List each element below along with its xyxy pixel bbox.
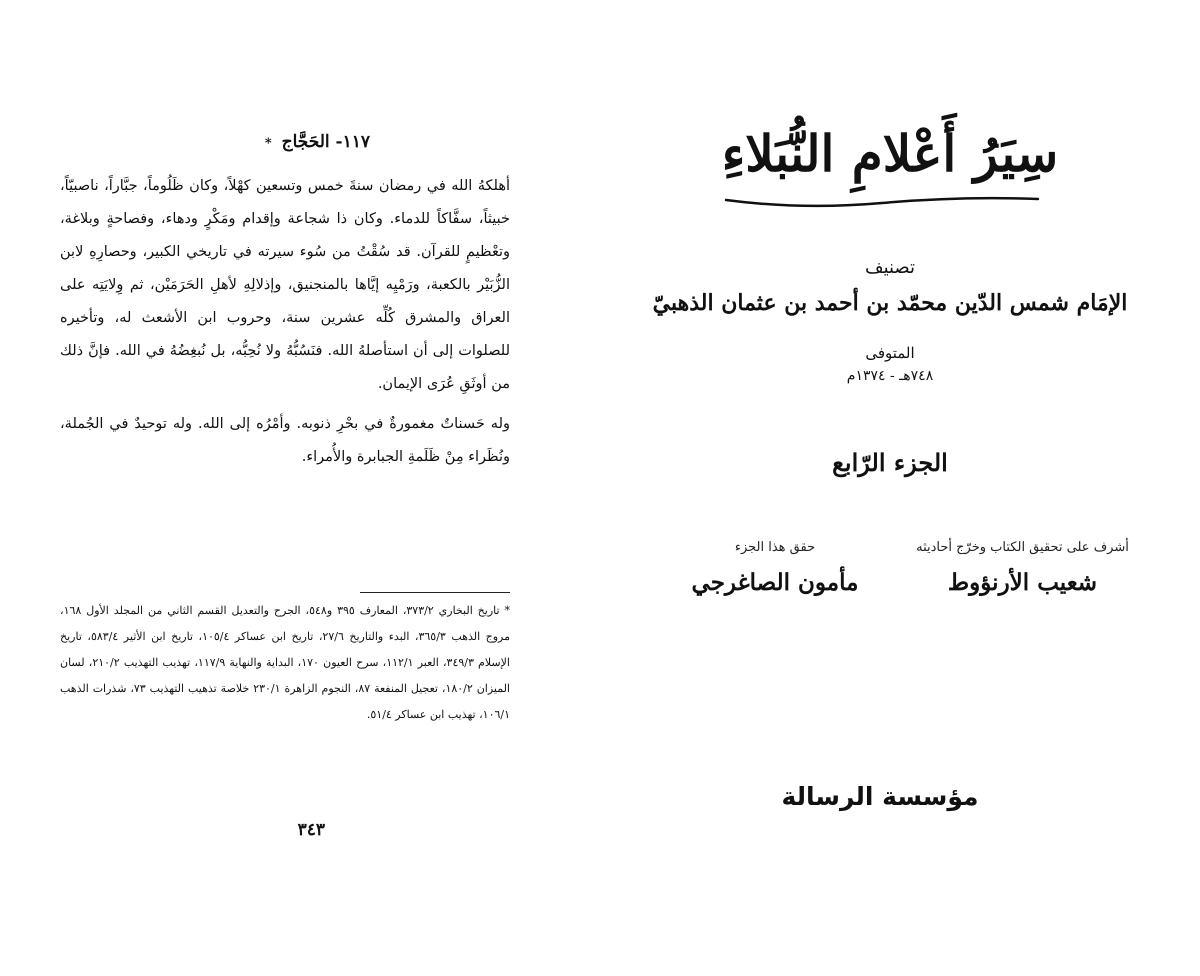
page-number: ٣٤٣ bbox=[297, 820, 325, 840]
book-title: سِيَرُ أَعْلامِ النُّبَلاءِ bbox=[721, 124, 1059, 183]
title-underline-flourish bbox=[722, 194, 1042, 210]
editor-credit bbox=[675, 540, 875, 596]
compiled-by-label: تصنيف bbox=[864, 257, 916, 278]
biography-paragraph-1: أهلكهُ الله في رمضان سنةَ خمس وتسعين كهْلاً، وكان ظَلُوماً، جبَّاراً، ناصبيّاً، خبيثاً، سفَّاكاً للدماء. وكان ذا شجاعة وإقدام ومَكْرٍ ودهاء، وفصاحةٍ وبلاغة، وتعْظيمٍ للقرآن. قد سُقْتُ من سُوء سيرته في تاريخي الكبير، وحصارِهِ لابن الزُّبَيْر بالكعبة، ورَمْيِه إيَّاها بالمنجنيق، وإذلالِهِ لأهلِ الحَرَمَيْن، ثم وِلايَتِه على العراق والمشرق كُلِّه عشرين سنة، وحروب ابن الأشعث له، وتأخيره للصلوات إلى أن استأصلهُ الله. فنَسُبُّهُ ولا نُحِبُّه، بل نُبغِضُهُ في الله. فإنَّ ذلك من أوثَقِ عُرَى الإيمان. bbox=[60, 178, 510, 392]
editor-name: مأمون الصاغرجي bbox=[691, 569, 859, 596]
supervisor-role: أشرف على تحقيق الكتاب وخرّج أحاديثه bbox=[916, 540, 1129, 555]
supervisor-name: شعيب الأرنؤوط bbox=[947, 569, 1098, 596]
title-page bbox=[650, 110, 1130, 850]
biography-paragraph-2: وله حَسناتٌ مغمورةٌ في بحْرِ ذنوبه. وأمْرُه إلى الله. وله توحيدٌ في الجُملة، ونُظَراء مِنْ ظَلَمةِ الجبابرة والأُمراء. bbox=[60, 416, 510, 465]
entry-heading bbox=[265, 132, 370, 152]
footnote-separator bbox=[360, 592, 510, 593]
deceased-label: المتوفى bbox=[865, 344, 915, 362]
footnote-marker: * bbox=[264, 136, 272, 151]
author-name: الإمَام شمس الدّين محمّد بن أحمد بن عثمان الذهبيّ bbox=[652, 290, 1128, 316]
publisher-logo: مؤسسة الرسالة bbox=[781, 782, 979, 811]
deceased-dates: ٧٤٨هـ - ١٣٧٤م bbox=[846, 368, 934, 384]
editor-role: حقق هذا الجزء bbox=[734, 540, 816, 555]
text-page bbox=[60, 120, 520, 840]
entry-title: ١١٧- الحَجَّاج bbox=[281, 132, 370, 152]
footnote-sources: * تاريخ البخاري ٣٧٣/٢، المعارف ٣٩٥ و٥٤٨، الجرح والتعديل القسم الثاني من المجلد الأول ١٦٨، مروج الذهب ٣٦٥/٣، البدء والتاريخ ٢٧/٦، تاريخ ابن عساكر ١٠٥/٤، تاريخ ابن الأثير ٥٨٣/٤، تاريخ الإسلام ٣٤٩/٣، العبر ١١٢/١، سرح العيون ١٧٠، البداية والنهاية ١١٧/٩، تهذيب التهذيب ٢١٠/٢، لسان الميزان ١٨٠/٢، تعجيل المنفعة ٨٧، النجوم الزاهرة ٢٣٠/١ خلاصة تذهيب التهذيب ٧٣، شذرات الذهب ١٠٦/١، تهذيب ابن عساكر ٥١/٤. bbox=[60, 604, 511, 721]
supervisor-credit bbox=[915, 540, 1130, 596]
volume-label: الجزء الرّابع bbox=[832, 448, 948, 477]
